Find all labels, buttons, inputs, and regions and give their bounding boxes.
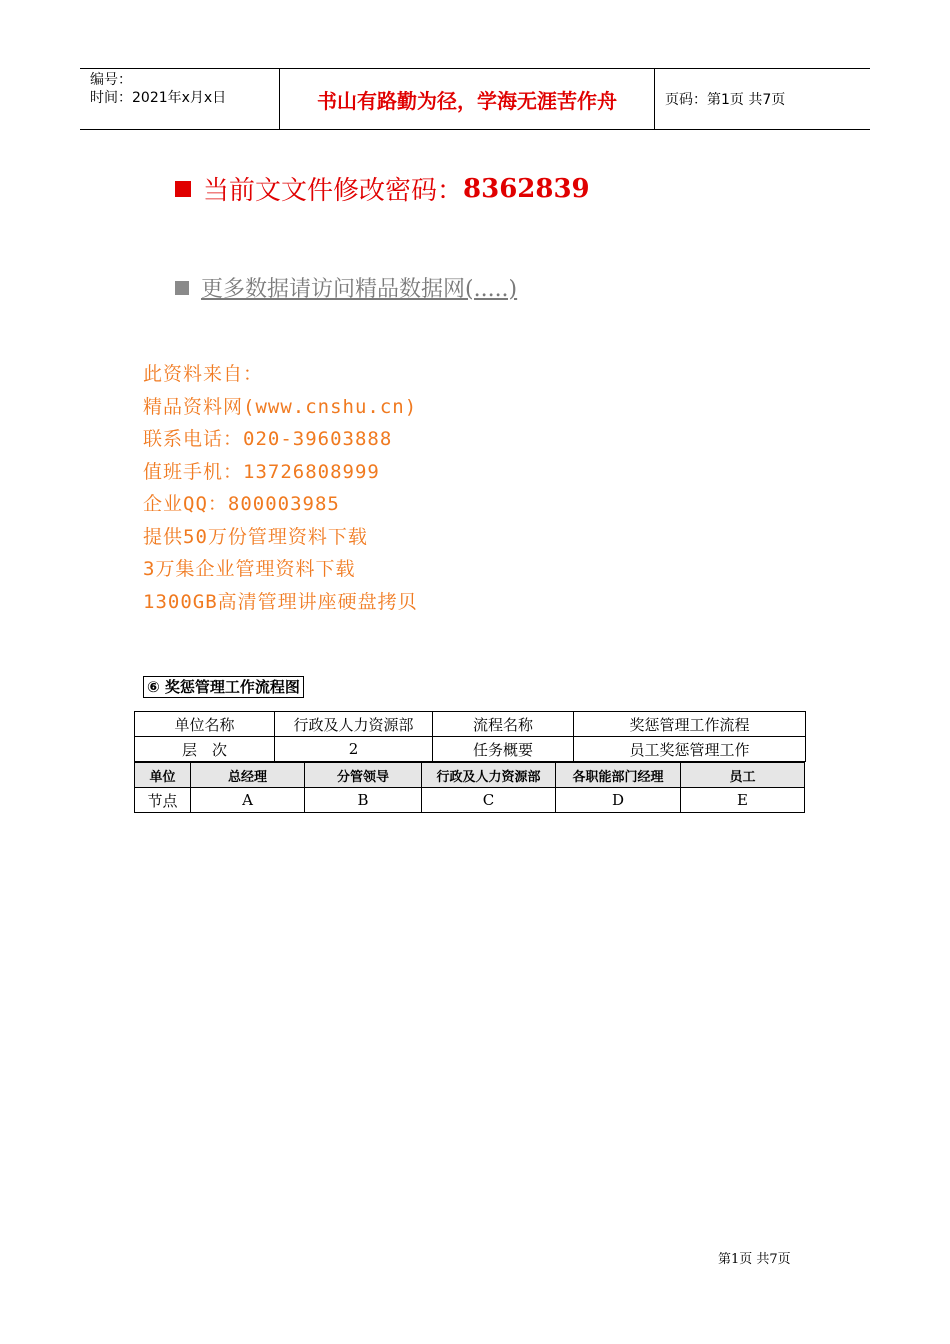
source-line: 3万集企业管理资料下载 xyxy=(143,558,356,580)
source-line: 1300GB高清管理讲座硬盘拷贝 xyxy=(143,590,418,613)
page-header xyxy=(80,68,870,130)
table-cell: 2 xyxy=(275,737,433,762)
table-cell: 员工 xyxy=(681,763,805,788)
unit-node-table xyxy=(134,762,805,813)
header-meta xyxy=(80,69,280,129)
table-cell: 总经理 xyxy=(191,763,305,788)
number-label: 编号： xyxy=(90,72,132,88)
table-cell: 流程名称 xyxy=(433,712,574,737)
password-label: 当前文文件修改密码： xyxy=(203,176,464,206)
table-cell: 单位 xyxy=(135,763,191,788)
source-line: 提供50万份管理资料下载 xyxy=(143,525,368,548)
more-data-link[interactable]: 更多数据请访问精品数据网(.....) xyxy=(201,277,518,302)
table-cell: 各职能部门经理 xyxy=(556,763,681,788)
table-cell: D xyxy=(556,788,681,813)
process-info-table xyxy=(134,711,806,762)
table-row xyxy=(135,737,806,762)
table-cell: C xyxy=(422,788,556,813)
table-cell: 层 次 xyxy=(135,737,275,762)
source-line: 此资料来自： xyxy=(143,363,264,385)
grey-square-bullet-icon xyxy=(175,281,189,295)
source-line: 值班手机：13726808999 xyxy=(143,460,380,483)
section-title: ⑥ 奖惩管理工作流程图 xyxy=(143,676,304,698)
source-info xyxy=(143,358,418,618)
password-notice xyxy=(175,170,590,207)
table-cell: 员工奖惩管理工作 xyxy=(574,737,806,762)
table-cell: 任务概要 xyxy=(433,737,574,762)
table-cell: 节点 xyxy=(135,788,191,813)
password-value: 8362839 xyxy=(463,173,590,204)
table-row xyxy=(135,763,805,788)
table-cell: A xyxy=(191,788,305,813)
table-cell: E xyxy=(681,788,805,813)
header-motto: 书山有路勤为径，学海无涯苦作舟 xyxy=(280,69,655,129)
red-square-bullet-icon xyxy=(175,181,191,197)
source-line: 联系电话：020-39603888 xyxy=(143,428,393,450)
table-cell: 单位名称 xyxy=(135,712,275,737)
more-data-notice xyxy=(175,272,517,303)
page-footer: 第1页 共7页 xyxy=(718,1252,791,1267)
table-row xyxy=(135,712,806,737)
source-line: 企业QQ：800003985 xyxy=(143,493,340,515)
table-row xyxy=(135,788,805,813)
table-cell: 分管领导 xyxy=(305,763,422,788)
table-cell: 奖惩管理工作流程 xyxy=(574,712,806,737)
table-cell: 行政及人力资源部 xyxy=(422,763,556,788)
header-page-number: 页码：第1页 共7页 xyxy=(665,92,786,108)
source-line: 精品资料网(www.cnshu.cn) xyxy=(143,395,418,418)
table-cell: B xyxy=(305,788,422,813)
date-label: 时间：2021年x月x日 xyxy=(90,90,227,106)
table-cell: 行政及人力资源部 xyxy=(275,712,433,737)
